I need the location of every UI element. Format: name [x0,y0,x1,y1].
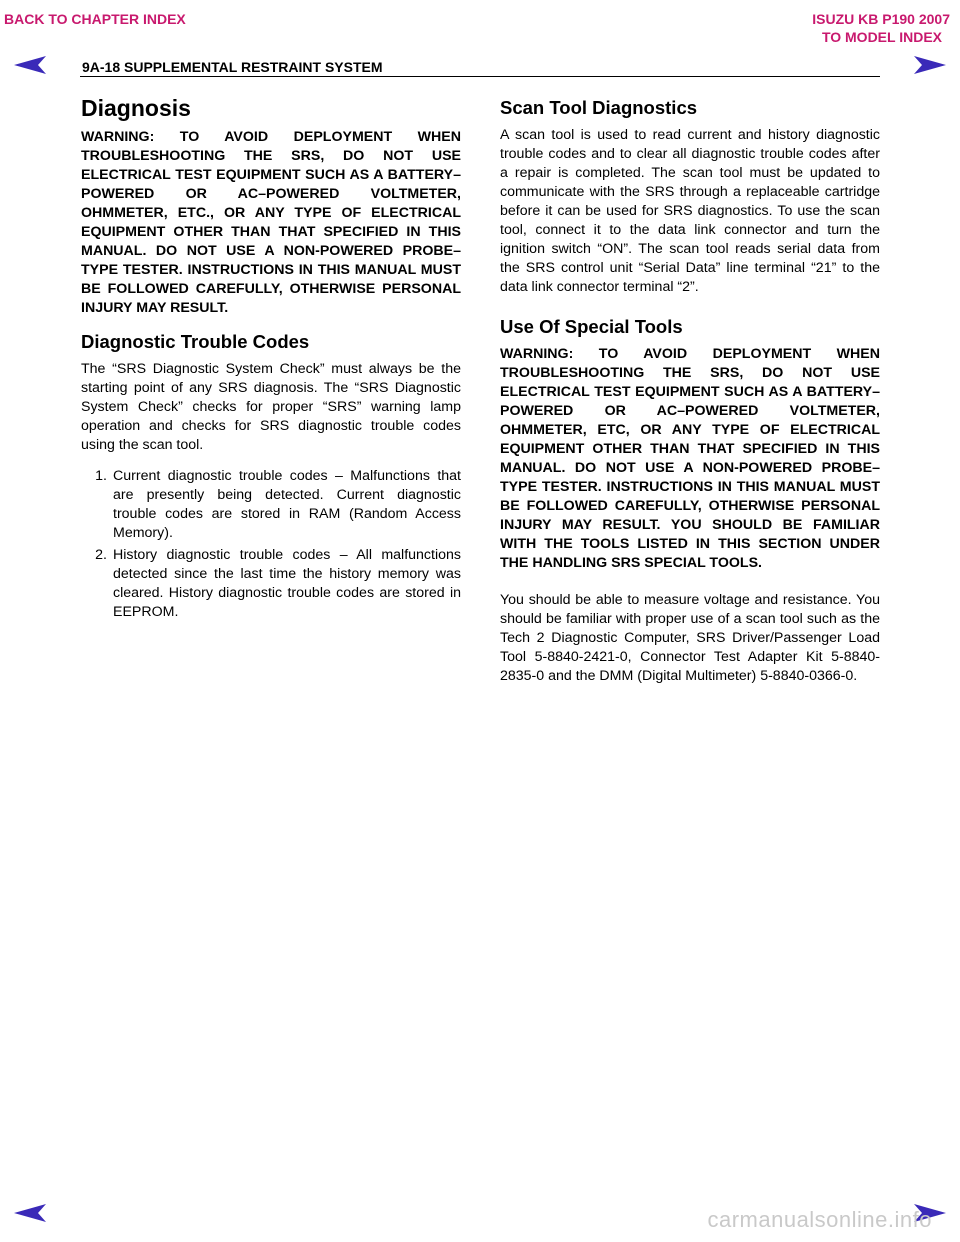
special-tools-paragraph: You should be able to measure voltage and resistance. You should be familiar with proper use of a scan tool such as the Tech 2 Diagnostic Computer, SRS Driver/Passenger Load Tool 5-8840-2421-0, Connector Test Adapter Kit 5-8840-2835-0 and the DMM (Digital Multimeter) 5-8840-0366-0. [500,592,880,684]
list-item [81,546,461,622]
intro-paragraph: The “SRS Diagnostic System Check” must always be the starting point of any SRS diagnosis. The “SRS Diagnostic System Check” checks for proper “SRS” warning lamp operation and checks for SRS diagnostic trouble codes using the scan tool. [81,361,461,453]
back-to-chapter-index-link[interactable]: BACK TO CHAPTER INDEX [4,11,186,27]
subheading-diagnostic-trouble-codes: Diagnostic Trouble Codes [81,331,310,352]
header-divider [80,76,880,77]
previous-page-icon[interactable] [14,1204,46,1222]
model-title-link[interactable]: ISUZU KB P190 2007 [812,11,950,27]
list-item-text: History diagnostic trouble codes – All malfunctions detected since the last time the history memory was cleared. History diagnostic trouble codes are stored in EEPROM. [113,547,461,620]
trouble-code-list [81,467,461,622]
scan-tool-paragraph: A scan tool is used to read current and history diagnostic trouble codes and to clear all diagnostic trouble codes after a repair is completed. The scan tool must be updated to communicate with the SRS through a replaceable cartridge before it can be used for SRS diagnostics. To use the scan tool, connect it to the data link connector and turn the ignition switch “ON”. The scan tool reads serial data from the SRS control unit “Serial Data” line terminal “21” to the data link connector terminal “2”. [500,127,880,295]
list-item [81,467,461,543]
page-header-title: 9A-18 SUPPLEMENTAL RESTRAINT SYSTEM [82,59,383,75]
list-item-number: 2. [95,547,107,563]
warning-text: WARNING: TO AVOID DEPLOYMENT WHEN TROUBLESHOOTING THE SRS, DO NOT USE ELECTRICAL TEST EQUIPMENT SUCH AS A BATTERY–POWERED OR AC–POWERED VOLTMETER, OHMMETER, ETC, OR ANY TYPE OF ELECTRICAL EQUIPMENT OTHER THAN THAT SPECIFIED IN THIS MANUAL. DO NOT USE A NON-POWERED PROBE–TYPE TESTER. INSTRUCTIONS IN THIS MANUAL MUST BE FOLLOWED CAREFULLY, OTHERWISE PERSONAL INJURY MAY RESULT. YOU SHOULD BE FAMILIAR WITH THE TOOLS LISTED IN THIS SECTION UNDER THE HANDLING SRS SPECIAL TOOLS. [500,346,880,571]
subheading-scan-tool-diagnostics: Scan Tool Diagnostics [500,97,698,118]
to-model-index-link[interactable]: TO MODEL INDEX [821,29,942,45]
subheading-use-of-special-tools: Use Of Special Tools [500,316,683,337]
section-heading-diagnosis: Diagnosis [81,95,191,121]
right-column [500,92,880,698]
previous-page-icon[interactable] [14,56,46,74]
warning-text: WARNING: TO AVOID DEPLOYMENT WHEN TROUBLESHOOTING THE SRS, DO NOT USE ELECTRICAL TEST EQUIPMENT SUCH AS A BATTERY–POWERED OR AC–POWERED VOLTMETER, OHMMETER, ETC., OR ANY TYPE OF ELECTRICAL EQUIPMENT OTHER THAN THAT SPECIFIED IN THIS MANUAL. DO NOT USE A NON-POWERED PROBE–TYPE TESTER. INSTRUCTIONS IN THIS MANUAL MUST BE FOLLOWED CAREFULLY, OTHERWISE PERSONAL INJURY MAY RESULT. [81,129,461,316]
list-item-text: Current diagnostic trouble codes – Malfunctions that are presently being detected. Current diagnostic trouble codes are stored in RAM (Random Access Memory). [113,468,461,541]
footer-watermark: carmanualsonline.info [707,1207,932,1232]
next-page-icon[interactable] [914,56,946,74]
list-item-number: 1. [95,468,107,484]
left-column [81,92,461,625]
